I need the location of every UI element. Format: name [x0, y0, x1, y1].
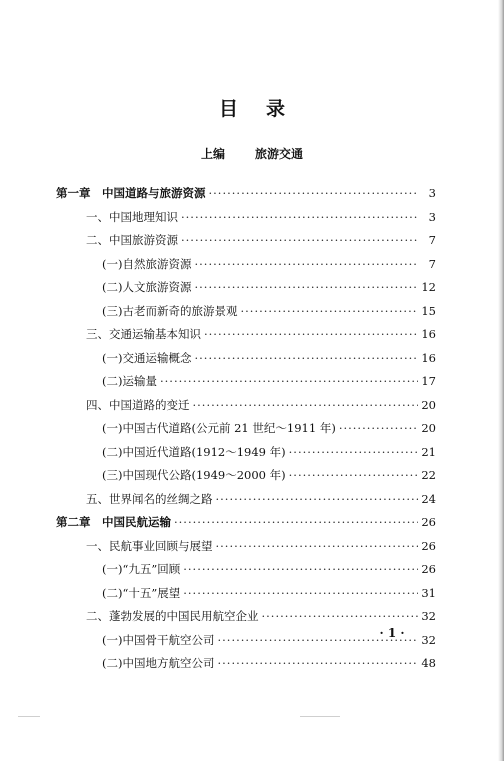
part-title: 旅游交通	[255, 147, 304, 161]
toc-entry-label: (一)“九五”回顾	[102, 562, 181, 576]
toc-entry-label: (一)中国骨干航空公司	[102, 632, 215, 647]
toc-entry-page: 31	[421, 585, 436, 600]
toc-leader-dots	[216, 488, 419, 512]
toc-entry-label: (二)人文旅游资源	[102, 280, 192, 294]
toc-entry	[56, 652, 436, 676]
toc-entry	[56, 488, 436, 512]
toc-entry-label: 二、蓬勃发展的中国民用航空企业	[86, 609, 259, 623]
toc-entry-label: 三、交通运输基本知识	[86, 327, 201, 341]
toc-leader-dots	[289, 441, 419, 465]
toc-entry-page: 15	[421, 303, 436, 318]
toc-entry-label: (二)运输量	[102, 374, 157, 388]
toc-entry	[56, 323, 436, 347]
toc-entry	[56, 229, 436, 253]
toc-leader-dots	[183, 558, 418, 582]
toc-entry	[56, 558, 436, 582]
toc-entry-label: (一)中国古代道路(公元前 21 世纪～1911 年)	[102, 421, 336, 435]
toc-entry	[56, 511, 436, 535]
toc-entry	[56, 370, 436, 394]
toc-entry	[56, 441, 436, 465]
toc-leader-dots	[339, 417, 419, 441]
toc-leader-dots	[181, 229, 419, 253]
toc-entry-label: (三)中国现代公路(1949～2000 年)	[102, 468, 286, 482]
toc-entry-label: (三)古老而新奇的旅游景观	[102, 303, 238, 318]
toc-leader-dots	[240, 300, 418, 324]
toc-entry	[56, 582, 436, 606]
toc-leader-dots	[289, 464, 419, 488]
toc-entry-label: (二)中国地方航空公司	[102, 656, 215, 670]
toc-leader-dots	[194, 347, 418, 371]
toc-entry-page: 32	[421, 609, 436, 623]
toc-entry-page: 7	[428, 256, 436, 271]
toc-entry-page: 24	[421, 491, 436, 506]
toc-leader-dots	[262, 605, 419, 629]
toc-entry-label: (二)中国近代道路(1912～1949 年)	[102, 444, 286, 459]
toc-entry-label: (二)“十五”展望	[102, 585, 181, 600]
toc-entry-page: 21	[421, 444, 436, 459]
page-number: · 1 ·	[379, 626, 405, 640]
toc-entry	[56, 206, 436, 230]
toc-leader-dots	[193, 394, 419, 418]
toc-entry-page: 32	[421, 632, 436, 647]
toc-entry	[56, 605, 436, 629]
toc-entry-page: 26	[421, 515, 436, 529]
toc-entry-label: 一、中国地理知识	[86, 209, 178, 224]
toc-leader-dots	[181, 206, 419, 230]
toc-entry-page: 48	[421, 656, 436, 670]
table-of-contents	[56, 182, 436, 676]
toc-leader-dots	[217, 652, 418, 676]
scan-mark	[18, 716, 40, 717]
toc-leader-dots	[204, 323, 418, 347]
toc-entry-label: (一)交通运输概念	[102, 350, 192, 365]
toc-entry-page: 16	[421, 327, 436, 341]
toc-entry-label: 一、民航事业回顾与展望	[86, 538, 213, 553]
toc-leader-dots	[194, 276, 418, 300]
toc-entry-label: 二、中国旅游资源	[86, 233, 178, 247]
toc-leader-dots	[183, 582, 418, 606]
toc-leader-dots	[209, 182, 420, 206]
part-label: 上编	[200, 147, 225, 161]
toc-entry	[56, 253, 436, 277]
toc-entry-page: 12	[421, 280, 436, 294]
toc-entry-page: 17	[421, 374, 436, 388]
toc-leader-dots	[216, 535, 419, 559]
part-heading	[0, 145, 504, 162]
toc-entry	[56, 300, 436, 324]
toc-entry-label: 第二章 中国民航运输	[56, 515, 171, 529]
toc-entry-page: 16	[421, 350, 436, 365]
toc-entry-page: 7	[428, 233, 436, 247]
toc-entry	[56, 182, 436, 206]
toc-leader-dots	[174, 511, 418, 535]
toc-entry-label: 四、中国道路的变迁	[86, 397, 190, 412]
toc-entry	[56, 464, 436, 488]
toc-entry-page: 26	[421, 562, 436, 576]
toc-entry-page: 20	[421, 397, 436, 412]
toc-entry-page: 26	[421, 538, 436, 553]
toc-entry-label: (一)自然旅游资源	[102, 256, 192, 271]
toc-entry-label: 五、世界闻名的丝绸之路	[86, 491, 213, 506]
toc-entry	[56, 417, 436, 441]
toc-leader-dots	[160, 370, 418, 394]
toc-entry	[56, 347, 436, 371]
toc-entry-page: 3	[428, 209, 436, 224]
toc-entry	[56, 276, 436, 300]
toc-entry-page: 3	[428, 186, 436, 200]
toc-entry-label: 第一章 中国道路与旅游资源	[56, 186, 206, 200]
scan-mark	[300, 716, 340, 717]
page-title: 目录	[218, 98, 313, 120]
toc-entry-page: 22	[421, 468, 436, 482]
toc-entry	[56, 394, 436, 418]
toc-entry	[56, 535, 436, 559]
toc-leader-dots	[194, 253, 419, 277]
toc-entry-page: 20	[421, 421, 436, 435]
